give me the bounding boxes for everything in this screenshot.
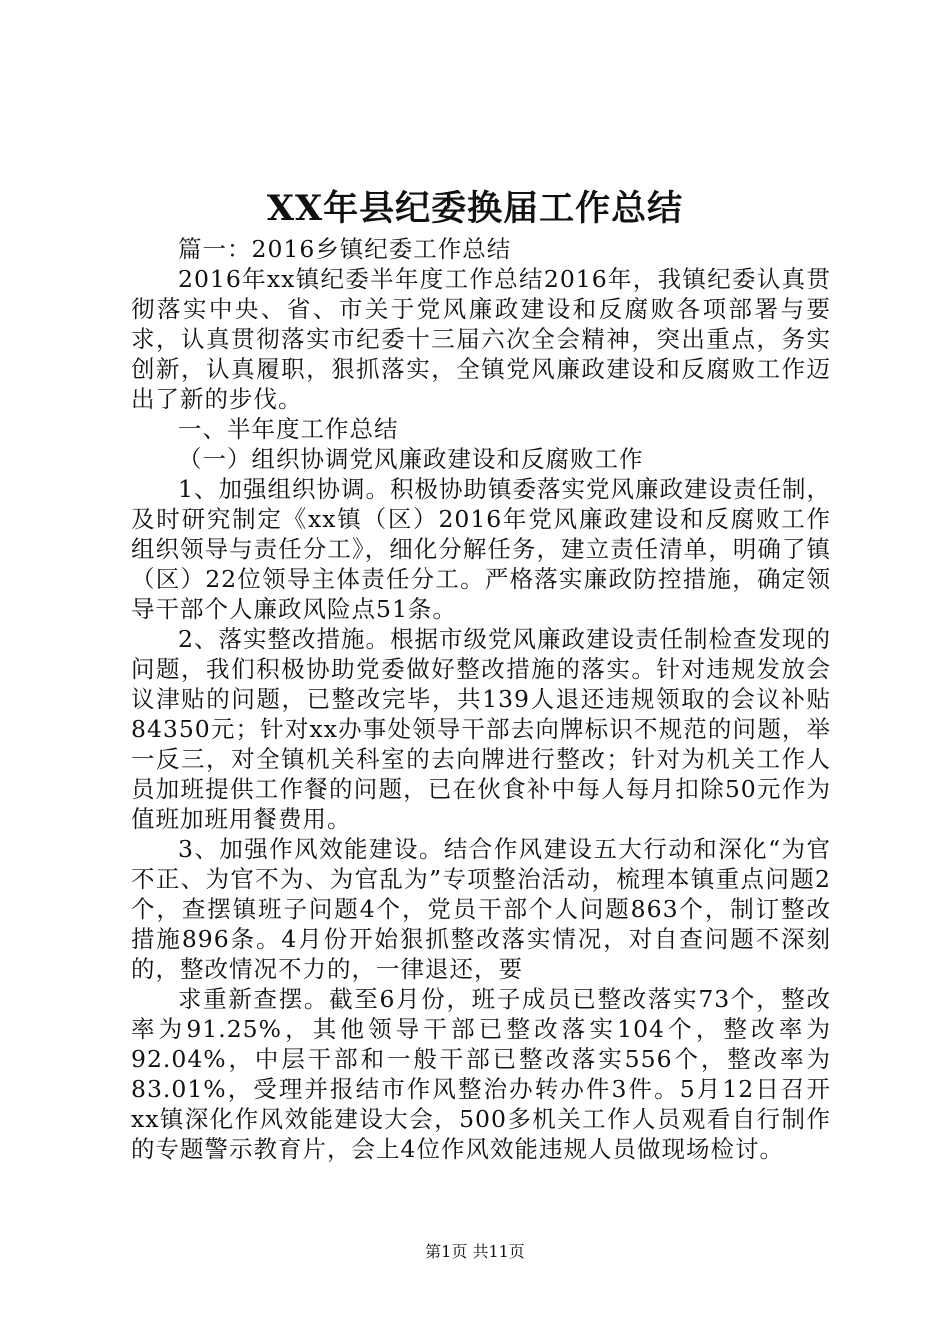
- document-body: [131, 234, 831, 1164]
- document-title: XX年县纪委换届工作总结: [266, 188, 684, 229]
- paragraph-item-3-continued: 求重新查摆。截至6月份，班子成员已整改落实73个，整改率为91.25%，其他领导干部已整改落实104个，整改率为92.04%，中层干部和一般干部已整改落实556个，整改率为83.01%，受理并报结市作风整治办转办件3件。5月12日召开xx镇深化作风效能建设大会，500多机关工作人员观看自行制作的专题警示教育片，会上4位作风效能违规人员做现场检讨。: [131, 985, 831, 1163]
- paragraph-item-2: 2、落实整改措施。根据市级党风廉政建设责任制检查发现的问题，我们积极协助党委做好整改措施的落实。针对违规发放会议津贴的问题，已整改完毕，共139人退还违规领取的会议补贴84350元；针对xx办事处领导干部去向牌标识不规范的问题，举一反三，对全镇机关科室的去向牌进行整改；针对为机关工作人员加班提供工作餐的问题，已在伙食补中每人每月扣除50元作为值班加班用餐费用。: [131, 625, 831, 833]
- paragraph-section-heading: 篇一：2016乡镇纪委工作总结: [178, 235, 512, 263]
- paragraph-heading-1: 一、半年度工作总结: [178, 415, 399, 443]
- paragraph-heading-1-1: （一）组织协调党风廉政建设和反腐败工作: [178, 445, 644, 473]
- page-number: 第1页 共11页: [425, 1242, 525, 1261]
- paragraph-item-3: 3、加强作风效能建设。结合作风建设五大行动和深化“为官不正、为官不为、为官乱为”专项整治活动，梳理本镇重点问题2个，查摆镇班子问题4个，党员干部个人问题863个，制订整改措施896条。4月份开始狠抓整改落实情况，对自查问题不深刻的，整改情况不力的，一律退还，要: [131, 835, 831, 983]
- paragraph-intro: 2016年xx镇纪委半年度工作总结2016年，我镇纪委认真贯彻落实中央、省、市关于党风廉政建设和反腐败各项部署与要求，认真贯彻落实市纪委十三届六次全会精神，突出重点，务实创新，认真履职，狠抓落实，全镇党风廉政建设和反腐败工作迈出了新的步伐。: [131, 265, 831, 413]
- paragraph-item-1: 1、加强组织协调。积极协助镇委落实党风廉政建设责任制，及时研究制定《xx镇（区）2016年党风廉政建设和反腐败工作组织领导与责任分工》，细化分解任务，建立责任清单，明确了镇（区）22位领导主体责任分工。严格落实廉政防控措施，确定领导干部个人廉政风险点51条。: [131, 475, 831, 623]
